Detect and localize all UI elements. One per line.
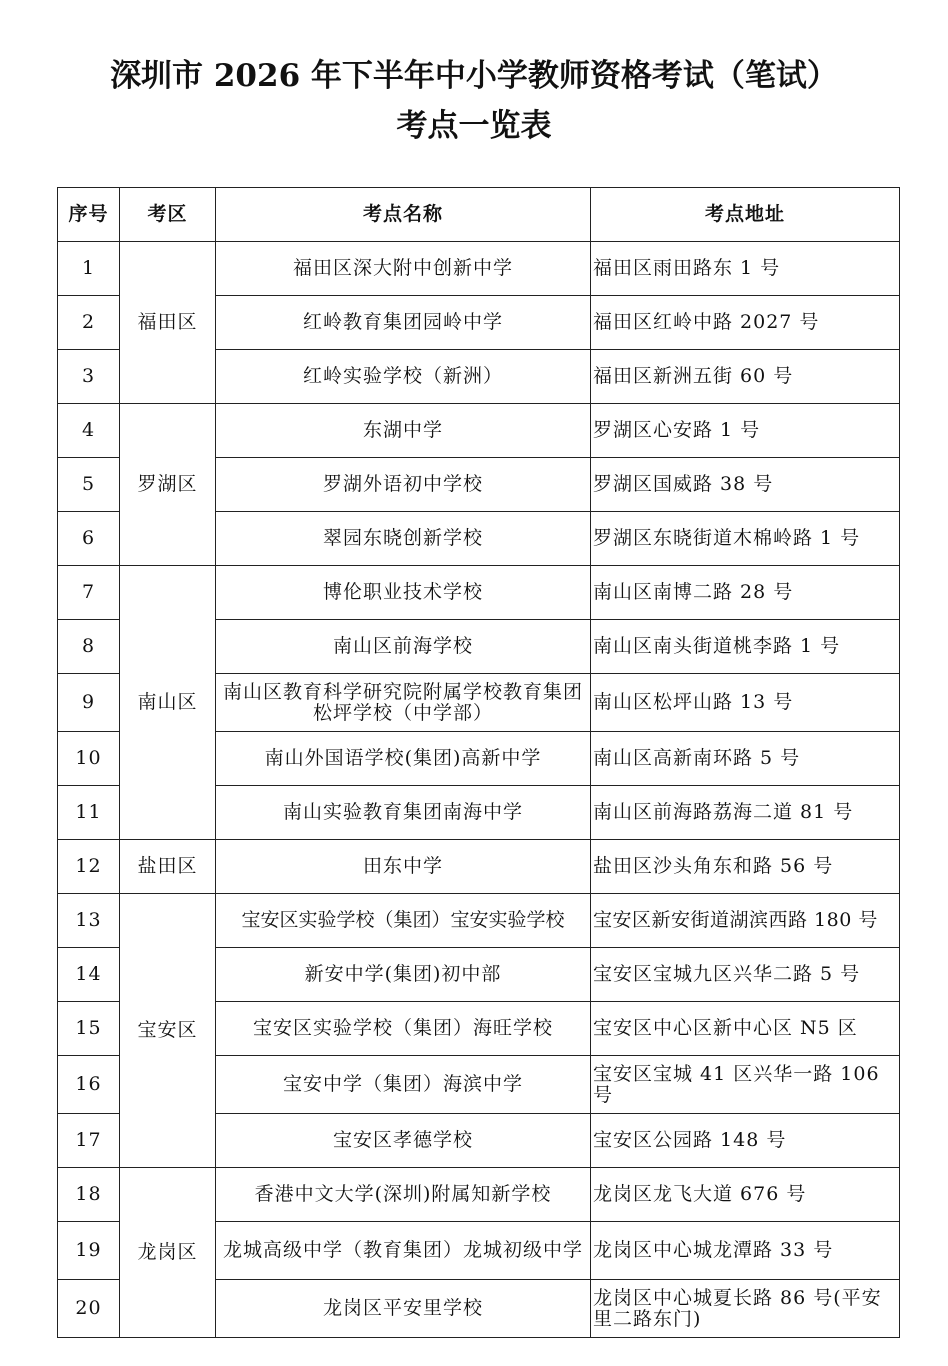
row-address: 福田区新洲五街 60 号: [591, 350, 900, 404]
row-no: 1: [58, 242, 120, 296]
row-address: 盐田区沙头角东和路 56 号: [591, 840, 900, 894]
row-no: 8: [58, 620, 120, 674]
row-no: 16: [58, 1056, 120, 1114]
row-name: 红岭实验学校（新洲）: [216, 350, 591, 404]
row-address: 罗湖区心安路 1 号: [591, 404, 900, 458]
row-no: 12: [58, 840, 120, 894]
row-no: 17: [58, 1114, 120, 1168]
row-name: 红岭教育集团园岭中学: [216, 296, 591, 350]
row-district: 罗湖区: [120, 404, 216, 566]
row-name: 罗湖外语初中学校: [216, 458, 591, 512]
row-no: 6: [58, 512, 120, 566]
row-no: 18: [58, 1168, 120, 1222]
row-name: 龙城高级中学（教育集团）龙城初级中学: [216, 1222, 591, 1280]
row-address: 宝安区中心区新中心区 N5 区: [591, 1002, 900, 1056]
row-address: 宝安区新安街道湖滨西路 180 号: [591, 894, 900, 948]
exam-venue-table: [57, 187, 900, 1338]
row-no: 9: [58, 674, 120, 732]
row-no: 2: [58, 296, 120, 350]
row-name: 南山实验教育集团南海中学: [216, 786, 591, 840]
row-address: 南山区南头街道桃李路 1 号: [591, 620, 900, 674]
row-name: 龙岗区平安里学校: [216, 1280, 591, 1338]
row-district: 宝安区: [120, 894, 216, 1168]
row-address: 宝安区公园路 148 号: [591, 1114, 900, 1168]
table-header-row: [58, 188, 900, 242]
row-name: 宝安区实验学校（集团）宝安实验学校: [216, 894, 591, 948]
row-district: 盐田区: [120, 840, 216, 894]
header-name: 考点名称: [216, 188, 591, 242]
row-address: 龙岗区中心城龙潭路 33 号: [591, 1222, 900, 1280]
row-no: 4: [58, 404, 120, 458]
row-address: 龙岗区龙飞大道 676 号: [591, 1168, 900, 1222]
row-no: 14: [58, 948, 120, 1002]
row-address: 南山区前海路荔海二道 81 号: [591, 786, 900, 840]
row-name: 香港中文大学(深圳)附属知新学校: [216, 1168, 591, 1222]
table-row: [58, 1168, 900, 1222]
row-name: 宝安区孝德学校: [216, 1114, 591, 1168]
row-no: 3: [58, 350, 120, 404]
row-no: 20: [58, 1280, 120, 1338]
row-no: 7: [58, 566, 120, 620]
row-name: 翠园东晓创新学校: [216, 512, 591, 566]
row-no: 19: [58, 1222, 120, 1280]
row-no: 15: [58, 1002, 120, 1056]
row-name: 南山区教育科学研究院附属学校教育集团松坪学校（中学部）: [216, 674, 591, 732]
row-name: 宝安区实验学校（集团）海旺学校: [216, 1002, 591, 1056]
document-subtitle: 考点一览表: [396, 108, 552, 144]
row-no: 13: [58, 894, 120, 948]
row-name: 福田区深大附中创新中学: [216, 242, 591, 296]
table-row: [58, 566, 900, 620]
row-address: 福田区雨田路东 1 号: [591, 242, 900, 296]
row-name: 宝安中学（集团）海滨中学: [216, 1056, 591, 1114]
header-district: 考区: [120, 188, 216, 242]
header-address: 考点地址: [591, 188, 900, 242]
table-row: [58, 404, 900, 458]
table-row: [58, 242, 900, 296]
row-name: 博伦职业技术学校: [216, 566, 591, 620]
row-address: 罗湖区东晓街道木棉岭路 1 号: [591, 512, 900, 566]
row-name: 南山外国语学校(集团)高新中学: [216, 732, 591, 786]
header-no: 序号: [58, 188, 120, 242]
row-name: 东湖中学: [216, 404, 591, 458]
row-address: 罗湖区国威路 38 号: [591, 458, 900, 512]
row-name: 南山区前海学校: [216, 620, 591, 674]
row-district: 福田区: [120, 242, 216, 404]
table-row: [58, 840, 900, 894]
table-row: [58, 894, 900, 948]
row-address: 南山区松坪山路 13 号: [591, 674, 900, 732]
row-name: 新安中学(集团)初中部: [216, 948, 591, 1002]
row-address: 宝安区宝城 41 区兴华一路 106 号: [591, 1056, 900, 1114]
row-no: 10: [58, 732, 120, 786]
row-address: 南山区高新南环路 5 号: [591, 732, 900, 786]
row-address: 福田区红岭中路 2027 号: [591, 296, 900, 350]
row-name: 田东中学: [216, 840, 591, 894]
row-district: 南山区: [120, 566, 216, 840]
row-address: 南山区南博二路 28 号: [591, 566, 900, 620]
row-address: 龙岗区中心城夏长路 86 号(平安里二路东门): [591, 1280, 900, 1338]
document-title: 深圳市 2026 年下半年中小学教师资格考试（笔试）: [110, 58, 838, 94]
row-no: 5: [58, 458, 120, 512]
row-district: 龙岗区: [120, 1168, 216, 1338]
row-address: 宝安区宝城九区兴华二路 5 号: [591, 948, 900, 1002]
row-no: 11: [58, 786, 120, 840]
